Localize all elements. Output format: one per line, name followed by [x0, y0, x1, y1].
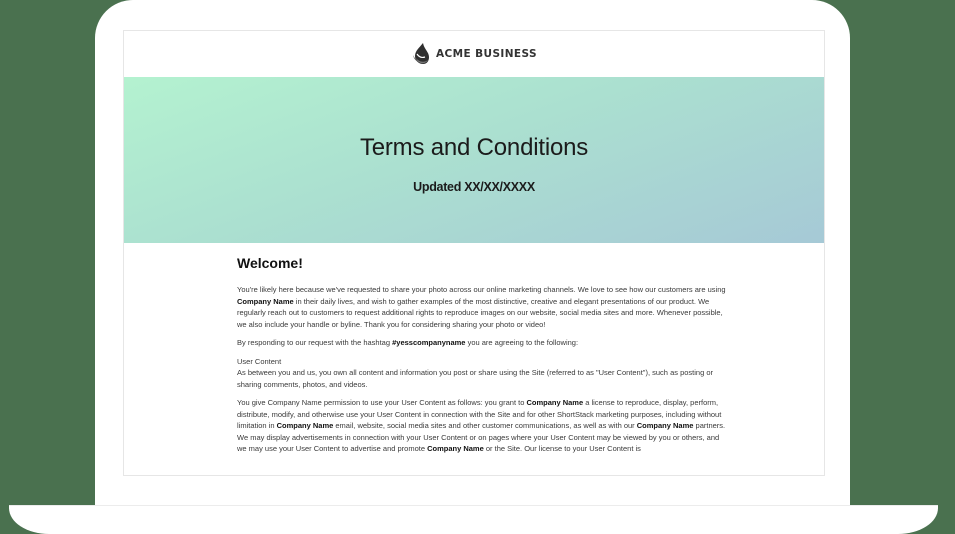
hashtag: #yesscompanyname — [392, 338, 466, 347]
user-content-title: User Content — [237, 356, 282, 366]
browser-screen — [123, 30, 825, 476]
permission-text-2: a license to reproduce, display, perform, distribute, modify, and otherwise use your User Content in connection with the Site and for other ShortStack marketing purposes, including without limitation in — [237, 398, 722, 430]
hero-banner — [124, 77, 824, 243]
site-header — [124, 31, 824, 77]
user-content-paragraph — [237, 356, 729, 391]
permission-text-3: email, website, social media sites and other customer communications, as well as with our — [333, 421, 637, 430]
company-name: Company Name — [427, 444, 484, 453]
updated-date: Updated XX/XX/XXXX — [413, 180, 535, 194]
company-name: Company Name — [526, 398, 584, 407]
welcome-heading: Welcome! — [237, 255, 303, 271]
permission-text-1: You give Company Name permission to use your User Content as follows: you grant to — [237, 398, 527, 407]
permission-text-5: or the Site. Our license to your User Content is — [483, 444, 641, 453]
company-name: Company Name — [276, 421, 334, 430]
hashtag-text-2: you are agreeing to the following: — [465, 338, 579, 347]
permission-paragraph — [237, 397, 729, 455]
hashtag-paragraph — [237, 337, 729, 349]
page-title: Terms and Conditions — [359, 134, 589, 161]
terms-content — [124, 255, 724, 455]
hashtag-text-1: By responding to our request with the hashtag — [237, 338, 393, 347]
water-drop-leaf-icon — [411, 42, 431, 66]
user-content-body: As between you and us, you own all content and information you post or share using the Site (referred to as "User Content"), such as posting or sharing comments, photos, and videos. — [237, 368, 714, 389]
intro-paragraph — [237, 284, 729, 330]
laptop-base — [9, 505, 938, 534]
intro-text-2: in their daily lives, and wish to gather examples of the most distinctive, creative and elegant presentations of our product. We regularly reach out to customers to request additional rights to reproduce images on our website, social media sites and more. Whenever possible, we also include your handle or byline. Thank you for considering sharing your photo or video! — [237, 296, 723, 329]
permission-text-4: partners. We may display advertisements in connection with your User Content or on pages where your User Content may be viewed by you or others, and we may use your User Content to advertise and promote — [237, 421, 726, 453]
brand-name[interactable]: ACME BUSINESS — [436, 48, 537, 60]
intro-text-1: You're likely here because we've requested to share your photo across our online marketing channels. We love to see how our customers are using — [237, 285, 726, 294]
company-name: Company Name — [237, 296, 294, 306]
company-name: Company Name — [636, 421, 694, 430]
